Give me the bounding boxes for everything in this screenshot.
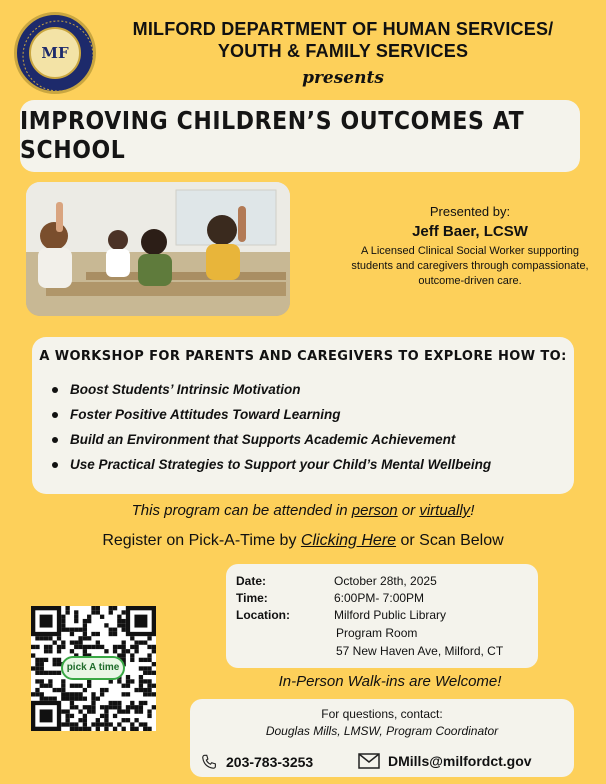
email-contact[interactable] xyxy=(358,753,532,769)
contact-name: Douglas Mills, LMSW, Program Coordinator xyxy=(265,724,499,738)
city-seal-logo xyxy=(14,12,96,94)
title-card xyxy=(20,100,580,172)
date-label: Date: xyxy=(236,574,267,588)
location-line-1: Milford Public Library xyxy=(334,608,447,622)
workshop-heading: A WORKSHOP FOR PARENTS AND CAREGIVERS TO EXPLORE HOW TO: xyxy=(39,349,567,364)
event-details-card xyxy=(226,564,538,668)
pick-a-time-badge: pick A time xyxy=(61,656,125,680)
presenter-block xyxy=(350,204,590,289)
bullet-icon xyxy=(52,437,58,443)
list-item xyxy=(48,452,491,477)
bullet-text: Foster Positive Attitudes Toward Learning xyxy=(70,407,341,422)
phone-icon xyxy=(200,753,218,771)
time-label: Time: xyxy=(236,591,268,605)
list-item xyxy=(48,377,491,402)
department-line-1: MILFORD DEPARTMENT OF HUMAN SERVICES/ xyxy=(132,19,554,39)
list-item xyxy=(48,402,491,427)
bullet-icon xyxy=(52,387,58,393)
seal-ring-icon xyxy=(17,15,99,97)
workshop-card xyxy=(32,337,574,494)
attendance-prefix: This program can be attended in xyxy=(131,502,352,519)
bullet-icon xyxy=(52,462,58,468)
walkins-note: In-Person Walk-ins are Welcome! xyxy=(278,673,502,690)
clicking-here-link[interactable]: Clicking Here xyxy=(300,532,397,549)
contact-label: For questions, contact: xyxy=(321,707,443,721)
time-value: 6:00PM- 7:00PM xyxy=(334,591,425,605)
phone-contact[interactable] xyxy=(200,753,313,771)
register-note xyxy=(0,532,606,550)
list-item xyxy=(48,427,491,452)
presented-by-label: Presented by: xyxy=(429,204,511,219)
phone-number: 203-783-3253 xyxy=(226,754,314,770)
department-title xyxy=(108,18,578,62)
event-title: IMPROVING CHILDREN’S OUTCOMES AT SCHOOL xyxy=(20,107,525,165)
email-address: DMills@milfordct.gov xyxy=(388,753,532,769)
presenter-name: Jeff Baer, LCSW xyxy=(412,223,528,240)
attendance-or: or xyxy=(397,502,420,519)
bullet-icon xyxy=(52,412,58,418)
date-value: October 28th, 2025 xyxy=(334,574,437,588)
bullet-text: Use Practical Strategies to Support your Child’s Mental Wellbeing xyxy=(70,457,492,472)
mail-icon xyxy=(358,753,380,769)
presents-label: presents xyxy=(302,68,384,88)
workshop-bullet-list xyxy=(48,377,491,477)
department-line-2: YOUTH & FAMILY SERVICES xyxy=(217,41,469,61)
virtually-link[interactable]: virtually xyxy=(419,502,471,519)
location-line-3: 57 New Haven Ave, Milford, CT xyxy=(336,644,504,658)
contact-card xyxy=(190,699,574,777)
in-person-link[interactable]: person xyxy=(351,502,398,519)
attendance-note xyxy=(0,502,606,519)
qr-code[interactable] xyxy=(31,606,156,731)
register-prefix: Register on Pick-A-Time by xyxy=(102,532,301,549)
attendance-suffix: ! xyxy=(470,502,475,519)
bullet-text: Build an Environment that Supports Academic Achievement xyxy=(70,432,456,447)
register-suffix: or Scan Below xyxy=(396,532,504,549)
classroom-photo xyxy=(26,182,290,316)
location-line-2: Program Room xyxy=(336,626,418,640)
bullet-text: Boost Students’ Intrinsic Motivation xyxy=(70,382,301,397)
location-label: Location: xyxy=(236,608,290,622)
presenter-description: A Licensed Clinical Social Worker supporting students and caregivers through compassionate, outcome-driven care. xyxy=(351,245,589,287)
seal-center: MF xyxy=(29,27,81,79)
classroom-photo-illustration xyxy=(26,182,290,316)
